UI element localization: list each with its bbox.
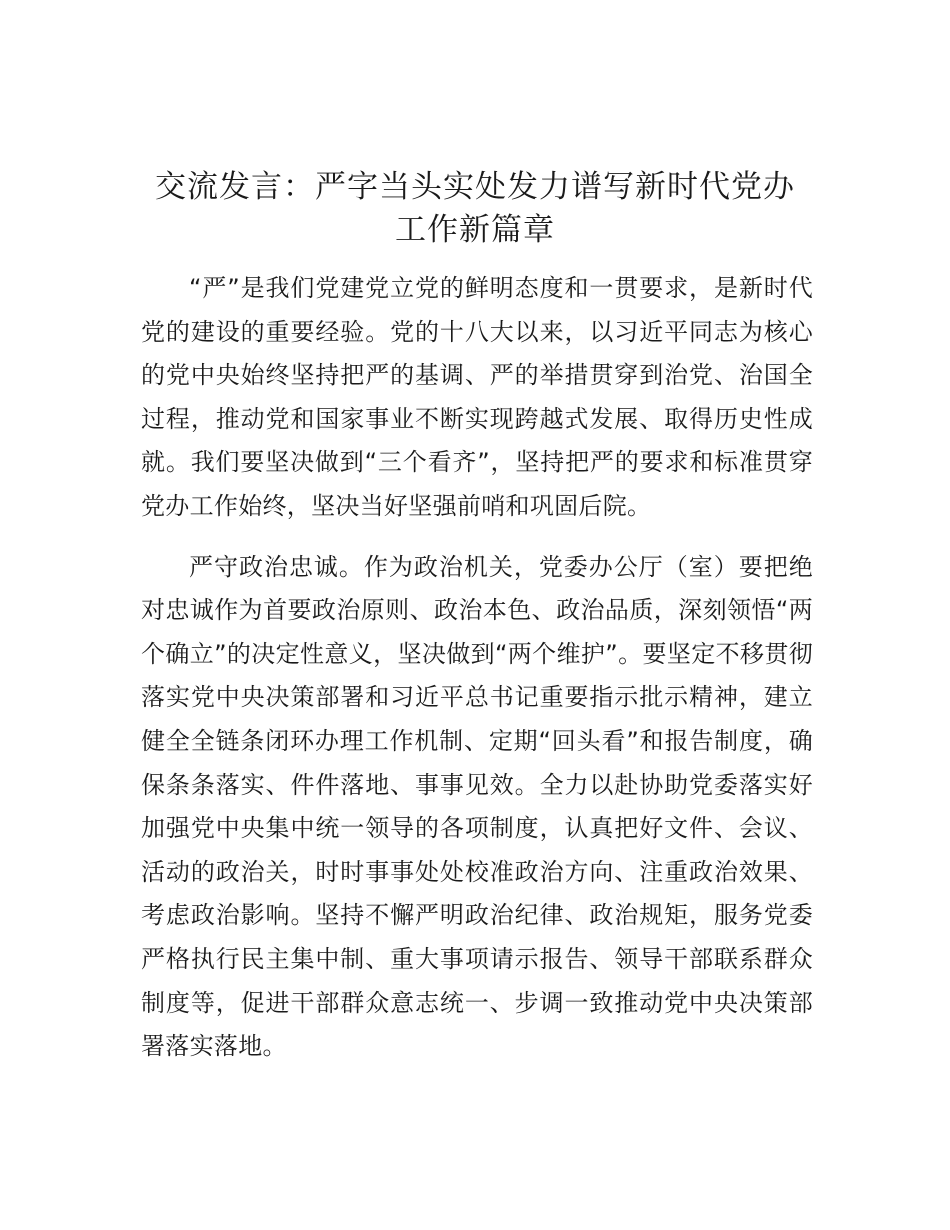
document-title: 交流发言：严字当头实处发力谱写新时代党办工作新篇章 — [155, 169, 795, 248]
paragraph-political-loyalty: 严守政治忠诚。作为政治机关，党委办公厅（室）要把绝对忠诚作为首要政治原则、政治本色、政治品质，深刻领悟“两个确立”的决定性意义，坚决做到“两个维护”。要坚定不移贯彻落实党中央决策部署和习近平总书记重要指示批示精神，建立健全全链条闭环办理工作机制、定期“回头看”和报告制度，确保条条落实、件件落地、事事见效。全力以赴协助党委落实好加强党中央集中统一领导的各项制度，认真把好文件、会议、活动的政治关，时时事事处处校准政治方向、注重政治效果、考虑政治影响。坚持不懈严明政治纪律、政治规矩，服务党委严格执行民主集中制、重大事项请示报告、领导干部联系群众制度等，促进干部群众意志统一、步调一致推动党中央决策部署落实落地。 — [141, 552, 813, 1061]
document-body — [141, 267, 813, 1069]
paragraph-intro: “严”是我们党建党立党的鲜明态度和一贯要求，是新时代党的建设的重要经验。党的十八大以来，以习近平同志为核心的党中央始终坚持把严的基调、严的举措贯穿到治党、治国全过程，推动党和国家事业不断实现跨越式发展、取得历史性成就。我们要坚决做到“三个看齐”，坚持把严的要求和标准贯穿党办工作始终，坚决当好坚强前哨和巩固后院。 — [141, 274, 813, 520]
